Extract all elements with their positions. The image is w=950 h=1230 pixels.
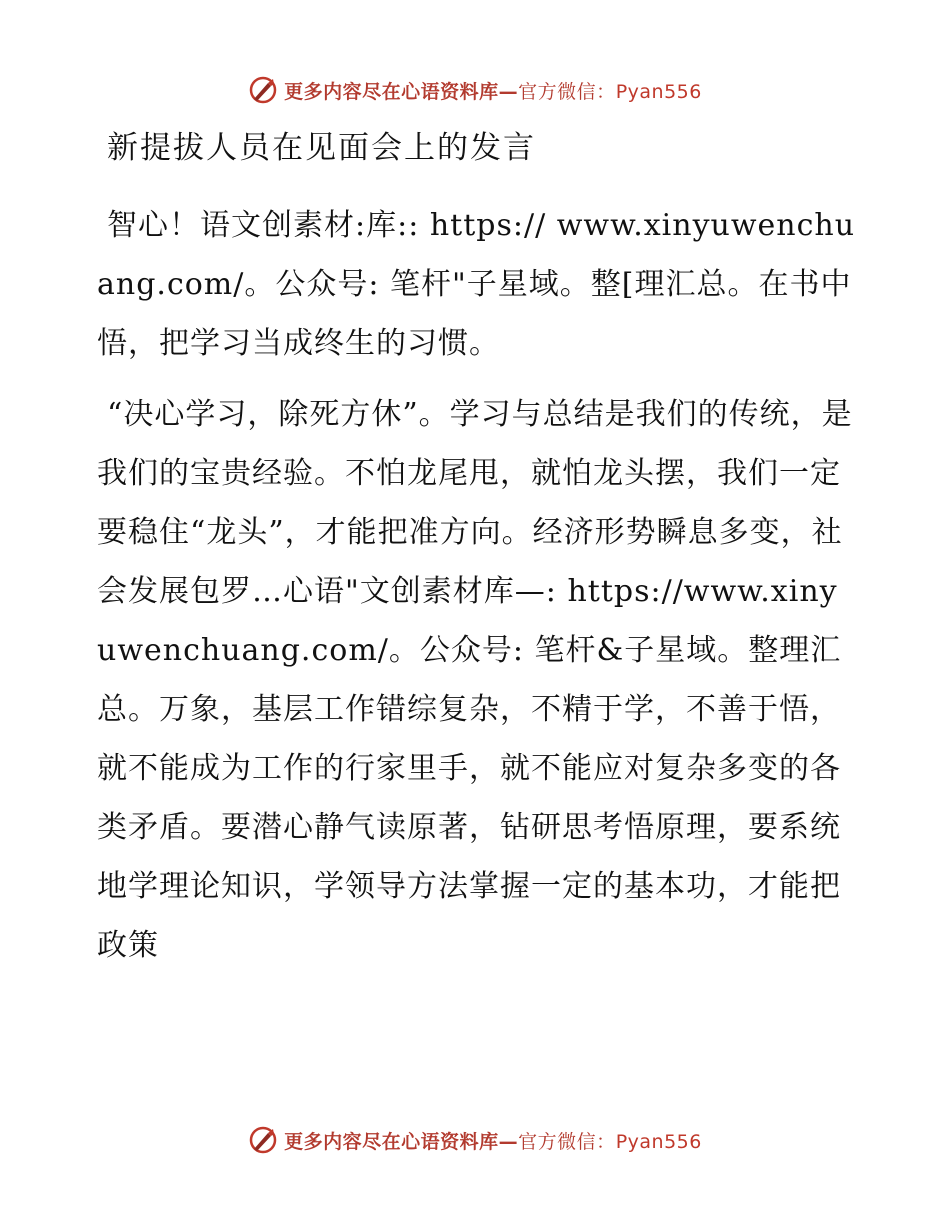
- banner-text: [284, 77, 702, 104]
- banner-prefix: 更多内容尽在心语资料库—: [284, 80, 519, 103]
- paragraph-2: “决心学习，除死方休”。学习与总结是我们的传统，是我们的宝贵经验。不怕龙尾甩，就怕龙头摆，我们一定要稳住“龙头”，才能把准方向。经济形势瞬息多变，社会发展包罗…心语"文创素材库—: https://www.xinyuwenchuang.com/。公众号: 笔杆&子星域。整理汇总。万象，基层工作错综复杂，不精于学，不善于悟，就不能成为工作的行家里手，就不能应对复杂多变的各类矛盾。要潜心静气读原著，钻研思考悟原理，要系统地学理论知识，学领导方法掌握一定的基本功，才能把政策: [97, 397, 853, 963]
- banner-wechat-label: 官方微信：: [518, 1130, 616, 1153]
- banner-wechat-id: Pyan556: [615, 1130, 702, 1153]
- quill-logo-icon: [248, 75, 278, 105]
- header-banner: [0, 70, 950, 110]
- paragraph-1: 智心！语文创素材:库:: https:// www.xinyuwenchuang.com/。公众号: 笔杆"子星域。整[理汇总。在书中悟，把学习当成终生的习惯。: [97, 208, 856, 361]
- footer-banner: [0, 1120, 950, 1160]
- banner-wechat-id: Pyan556: [615, 80, 702, 103]
- banner-prefix: 更多内容尽在心语资料库—: [284, 1130, 519, 1153]
- document-title: 新提拔人员在见面会上的发言: [107, 130, 536, 166]
- quill-logo-icon: [248, 1125, 278, 1155]
- banner-text: [284, 1127, 702, 1154]
- banner-wechat-label: 官方微信：: [518, 80, 616, 103]
- document-body: [97, 122, 857, 975]
